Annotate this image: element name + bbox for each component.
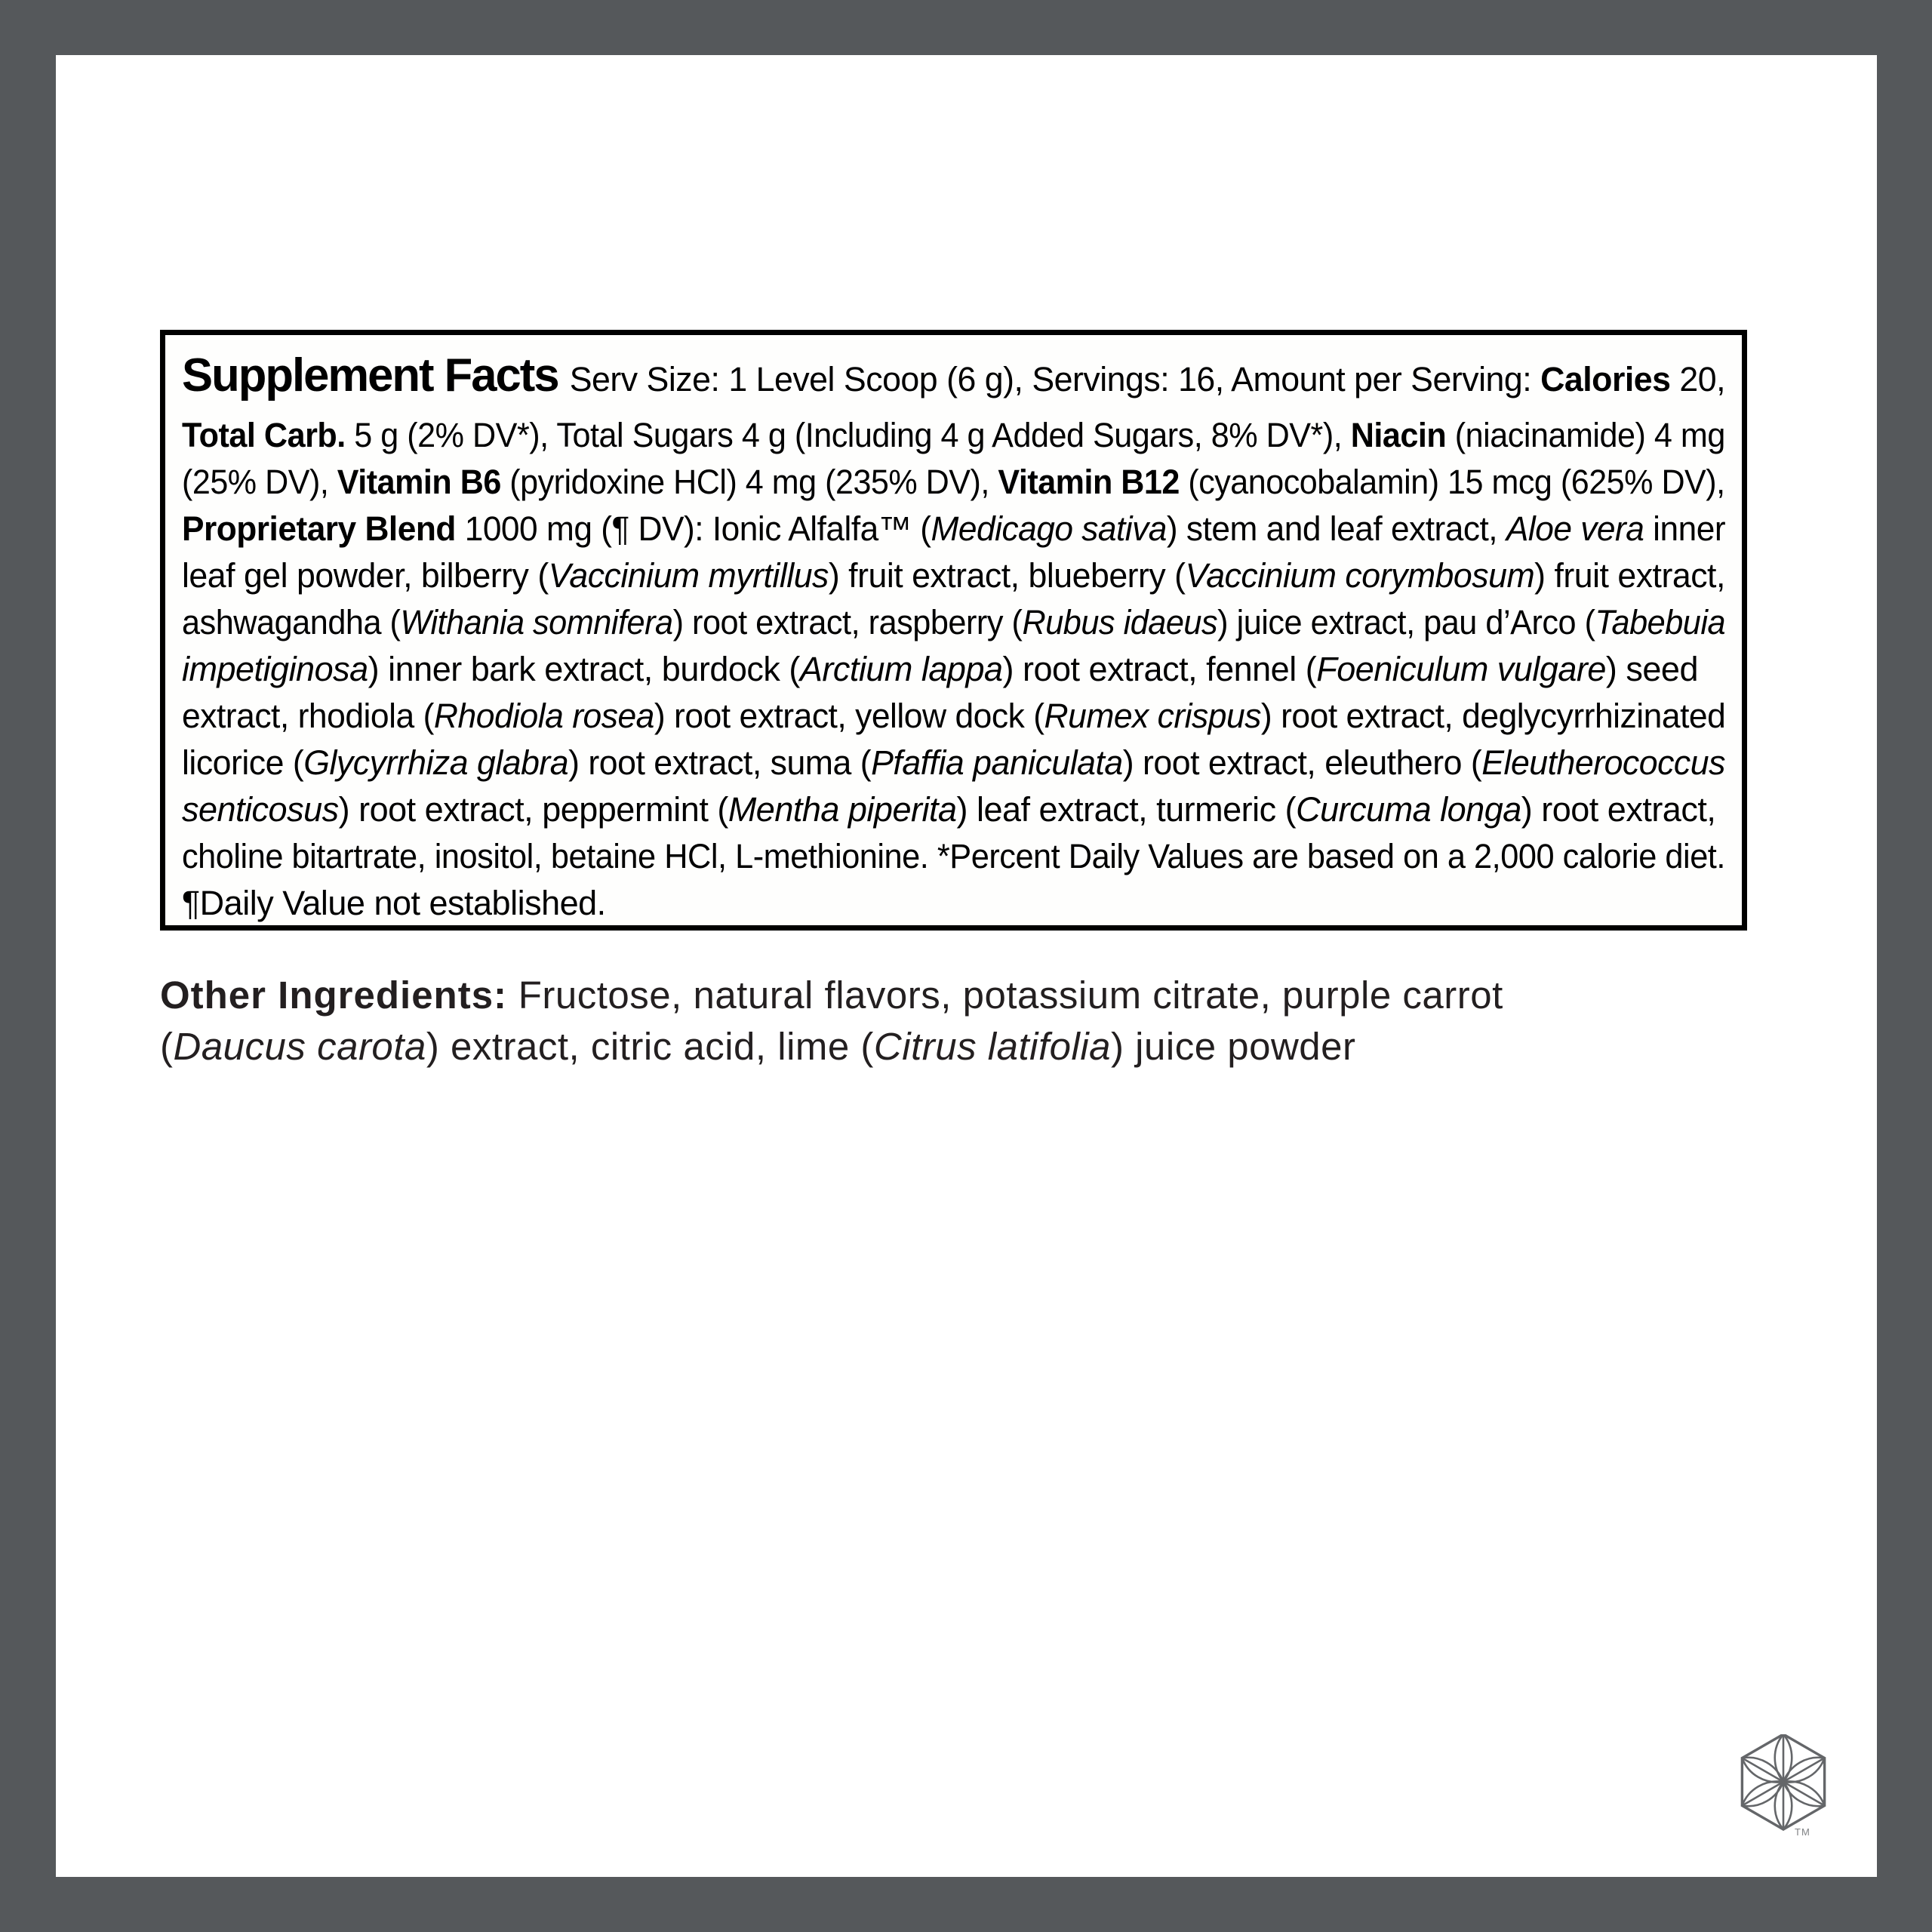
text-run: Rubus idaeus	[1022, 603, 1218, 641]
text-run: Tabebuia	[1595, 603, 1726, 641]
text-run: Citrus latifolia	[873, 1025, 1112, 1068]
text-run: Niacin	[1350, 416, 1447, 454]
text-run: 1000 mg (¶ DV): Ionic Alfalfa™ (	[455, 509, 931, 548]
text-run: inner	[1644, 509, 1726, 548]
text-run: ) root extract, fennel (	[1002, 650, 1317, 688]
text-run: Calories	[1540, 360, 1671, 398]
text-run: Proprietary Blend	[182, 509, 456, 548]
text-run: impetiginosa	[182, 650, 368, 688]
supplement-facts-line	[182, 506, 1726, 552]
text-run: Aloe vera	[1506, 509, 1644, 548]
text-run: Other Ingredients:	[160, 974, 508, 1017]
supplement-facts-line	[182, 459, 1725, 506]
text-run: (niacinamide) 4 mg	[1446, 416, 1725, 454]
text-run: Arctium lappa	[799, 650, 1003, 688]
supplement-facts-line	[182, 552, 1725, 599]
text-run: Rhodiola rosea	[433, 697, 654, 735]
text-run: Daucus carota	[173, 1025, 426, 1068]
text-run: ) root extract, peppermint (	[338, 790, 728, 829]
text-run: ) inner bark extract, burdock (	[368, 650, 800, 688]
text-run: Pfaffia paniculata	[871, 743, 1123, 782]
text-run: Curcuma longa	[1296, 790, 1521, 829]
supplement-facts-line	[182, 340, 1726, 412]
text-run: ) fruit extract,	[1534, 556, 1725, 595]
text-run: Vaccinium myrtillus	[548, 556, 829, 595]
text-run: ) root extract, yellow dock (	[654, 697, 1044, 735]
supplement-facts-line	[182, 786, 1725, 833]
supplement-facts-line	[182, 880, 1725, 927]
text-run: Fructose, natural flavors, potassium citrate, purple carrot	[507, 974, 1503, 1017]
supplement-facts-text	[182, 340, 1725, 927]
text-run: ) seed	[1605, 650, 1698, 688]
text-run: ) fruit extract, blueberry (	[828, 556, 1186, 595]
text-run: Medicago sativa	[931, 509, 1167, 548]
text-run: (25% DV),	[182, 463, 337, 501]
text-run: licorice (	[182, 743, 304, 782]
text-run: Total Carb.	[182, 416, 346, 454]
other-ingredients-line	[160, 1021, 1787, 1072]
text-run: ) root extract, eleuthero (	[1122, 743, 1482, 782]
supplement-facts-line	[182, 693, 1726, 740]
text-run: ) juice powder	[1111, 1025, 1356, 1068]
supplement-facts-panel	[160, 330, 1747, 931]
text-run: Serv Size: 1 Level Scoop (6 g), Servings: 16, Amount per Serving:	[569, 360, 1541, 398]
label-page	[56, 55, 1877, 1877]
text-run: Mentha piperita	[728, 790, 957, 829]
text-run: 20,	[1670, 360, 1726, 398]
brand-logo	[1737, 1734, 1843, 1840]
text-run: (cyanocobalamin) 15 mcg (625% DV),	[1179, 463, 1725, 501]
text-run: Withania somnifera	[400, 603, 673, 641]
supplement-facts-line	[182, 599, 1726, 646]
text-run: senticosus	[182, 790, 339, 829]
text-run: ) root extract, deglycyrrhizinated	[1260, 697, 1726, 735]
text-run: 5 g (2% DV*), Total Sugars 4 g (Including 4 g Added Sugars, 8% DV*),	[345, 416, 1351, 454]
flower-petals	[1738, 1734, 1829, 1829]
supplement-facts-line	[182, 740, 1725, 786]
text-run: (pyridoxine HCl) 4 mg (235% DV),	[500, 463, 998, 501]
text-run: Vaccinium corymbosum	[1185, 556, 1535, 595]
text-run: leaf gel powder, bilberry (	[182, 556, 549, 595]
text-run: ) root extract, raspberry (	[672, 603, 1023, 641]
text-run: Glycyrrhiza glabra	[303, 743, 569, 782]
text-run: ) juice extract, pau d’Arco (	[1217, 603, 1595, 641]
other-ingredients-line	[160, 970, 1787, 1021]
other-ingredients-text	[160, 970, 1787, 1072]
trademark-text: TM	[1795, 1826, 1810, 1838]
supplement-facts-line	[182, 412, 1725, 459]
text-run: Vitamin B6	[337, 463, 501, 501]
text-run: ashwagandha (	[182, 603, 401, 641]
text-run: ¶Daily Value not established.	[182, 884, 606, 922]
text-run: ) root extract, suma (	[568, 743, 872, 782]
text-run: ) extract, citric acid, lime (	[426, 1025, 874, 1068]
supplement-facts-line	[182, 646, 1725, 693]
text-run: (	[160, 1025, 174, 1068]
text-run: Foeniculum vulgare	[1316, 650, 1606, 688]
text-run: ) root extract,	[1521, 790, 1716, 829]
text-run: Eleutherococcus	[1481, 743, 1725, 782]
text-run: Supplement Facts	[182, 349, 570, 401]
text-run: choline bitartrate, inositol, betaine HCl, L-methionine. *Percent Daily Values are based on a 2,000 calorie diet.	[182, 837, 1725, 875]
text-run: Vitamin B12	[998, 463, 1180, 501]
hexagon-flower-icon	[1737, 1734, 1843, 1840]
text-run: ) leaf extract, turmeric (	[956, 790, 1297, 829]
text-run: Rumex crispus	[1044, 697, 1261, 735]
text-run: extract, rhodiola (	[182, 697, 434, 735]
supplement-facts-line	[182, 833, 1725, 880]
text-run: ) stem and leaf extract,	[1166, 509, 1506, 548]
